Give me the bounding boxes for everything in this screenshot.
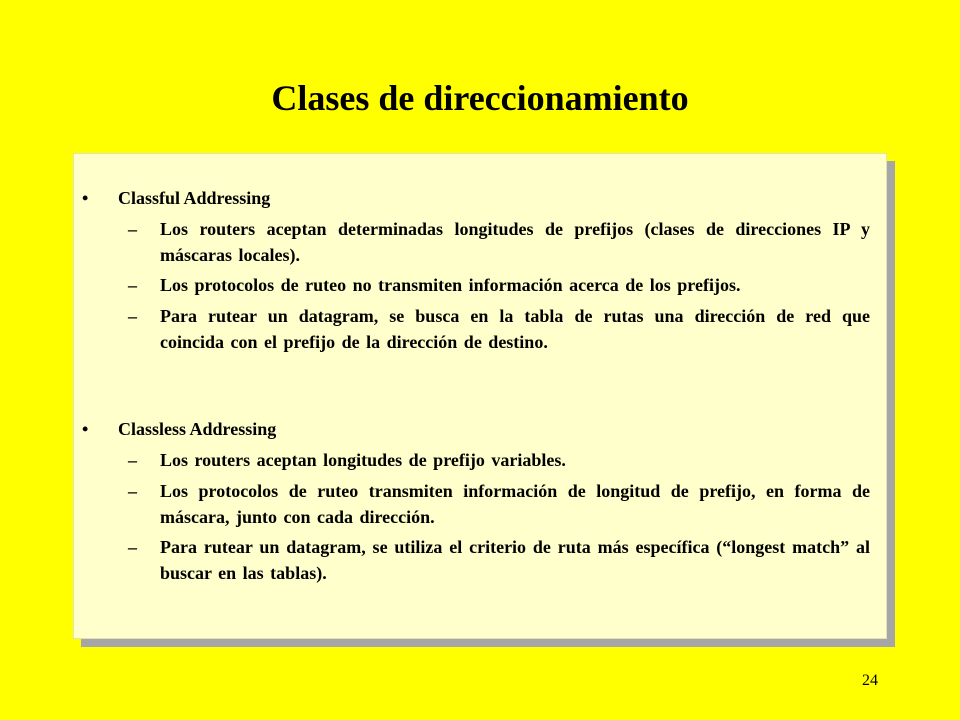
page-number: 24	[862, 672, 878, 689]
dash-icon: –	[128, 450, 137, 470]
list-item	[128, 272, 870, 298]
list-item-text: Para rutear un datagram, se busca en la tabla de rutas una dirección de red que coincida con el prefijo de la dirección de destino.	[160, 306, 870, 352]
content-box	[73, 153, 887, 639]
list-item	[128, 534, 870, 586]
dash-icon: –	[128, 537, 137, 557]
dash-icon: –	[128, 306, 137, 326]
list-item-text: Los protocolos de ruteo no transmiten información acerca de los prefijos.	[160, 275, 741, 295]
bullet-icon: •	[82, 419, 89, 439]
list-item	[128, 303, 870, 355]
dash-icon: –	[128, 275, 137, 295]
dash-icon: –	[128, 481, 137, 501]
section-heading-classless: Classless Addressing	[118, 419, 277, 439]
list-item-text: Los routers aceptan determinadas longitudes de prefijos (clases de direcciones IP y máscaras locales).	[160, 219, 870, 265]
list-item-text: Los protocolos de ruteo transmiten información de longitud de prefijo, en forma de máscara, junto con cada dirección.	[160, 481, 870, 527]
list-item-text: Para rutear un datagram, se utiliza el criterio de ruta más específica (“longest match” al buscar en las tablas).	[160, 537, 870, 583]
list-item	[128, 216, 870, 268]
section-heading-classful: Classful Addressing	[118, 188, 271, 208]
bullet-icon: •	[82, 188, 89, 208]
list-item	[128, 447, 870, 473]
dash-icon: –	[128, 219, 137, 239]
list-item	[128, 478, 870, 530]
slide-title: Clases de direccionamiento	[271, 78, 689, 118]
list-item-text: Los routers aceptan longitudes de prefijo variables.	[160, 450, 566, 470]
